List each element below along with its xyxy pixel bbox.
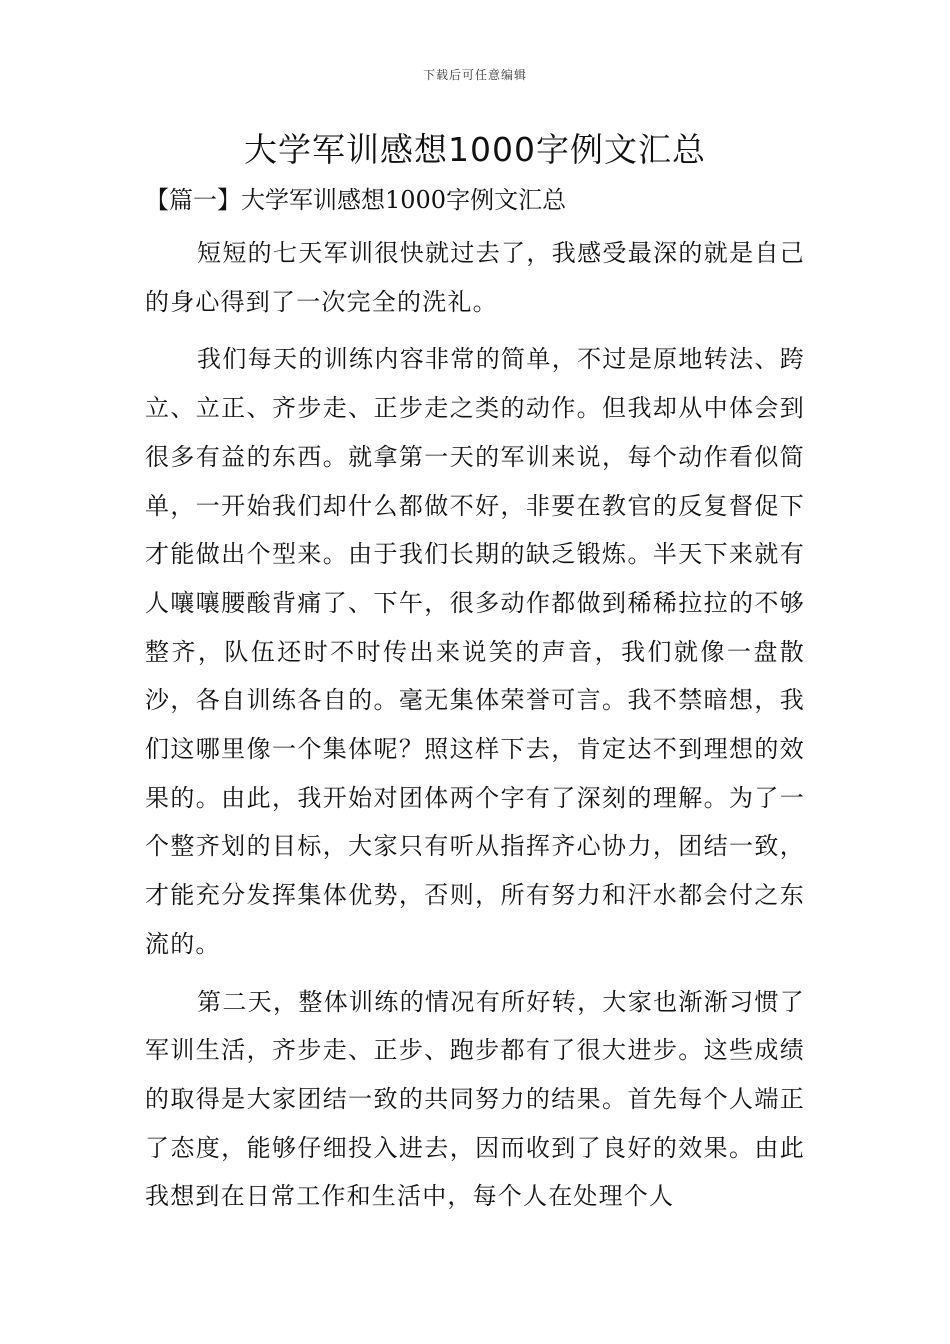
- paragraph-1: 短短的七天军训很快就过去了，我感受最深的就是自己的身心得到了一次完全的洗礼。: [145, 239, 805, 316]
- document-title: 大学军训感想1000字例文汇总: [244, 130, 706, 169]
- paragraph-3: 第二天，整体训练的情况有所好转，大家也渐渐习惯了军训生活，齐步走、正步、跑步都有了很大进步。这些成绩的取得是大家团结一致的共同努力的结果。首先每个人端正了态度，能够仔细投入进去，因而收到了良好的效果。由此我想到在日常工作和生活中，每个人在处理个人: [145, 987, 805, 1211]
- header-note: 下载后可任意编辑: [422, 68, 527, 82]
- body-text: [145, 229, 805, 1230]
- paragraph-2: 我们每天的训练内容非常的简单，不过是原地转法、跨立、立正、齐步走、正步走之类的动作。但我却从中体会到很多有益的东西。就拿第一天的军训来说，每个动作看似简单，一开始我们却什么都做不好，非要在教官的反复督促下才能做出个型来。由于我们长期的缺乏锻炼。半天下来就有人嚷嚷腰酸背痛了、下午，很多动作都做到稀稀拉拉的不够整齐，队伍还时不时传出来说笑的声音，我们就像一盘散沙，各自训练各自的。毫无集体荣誉可言。我不禁暗想，我们这哪里像一个集体呢？照这样下去，肯定达不到理想的效果的。由此，我开始对团体两个字有了深刻的理解。为了一个整齐划的目标，大家只有听从指挥齐心协力，团结一致，才能充分发挥集体优势，否则，所有努力和汗水都会付之东流的。: [145, 345, 805, 958]
- section-heading: 【篇一】大学军训感想1000字例文汇总: [145, 186, 567, 214]
